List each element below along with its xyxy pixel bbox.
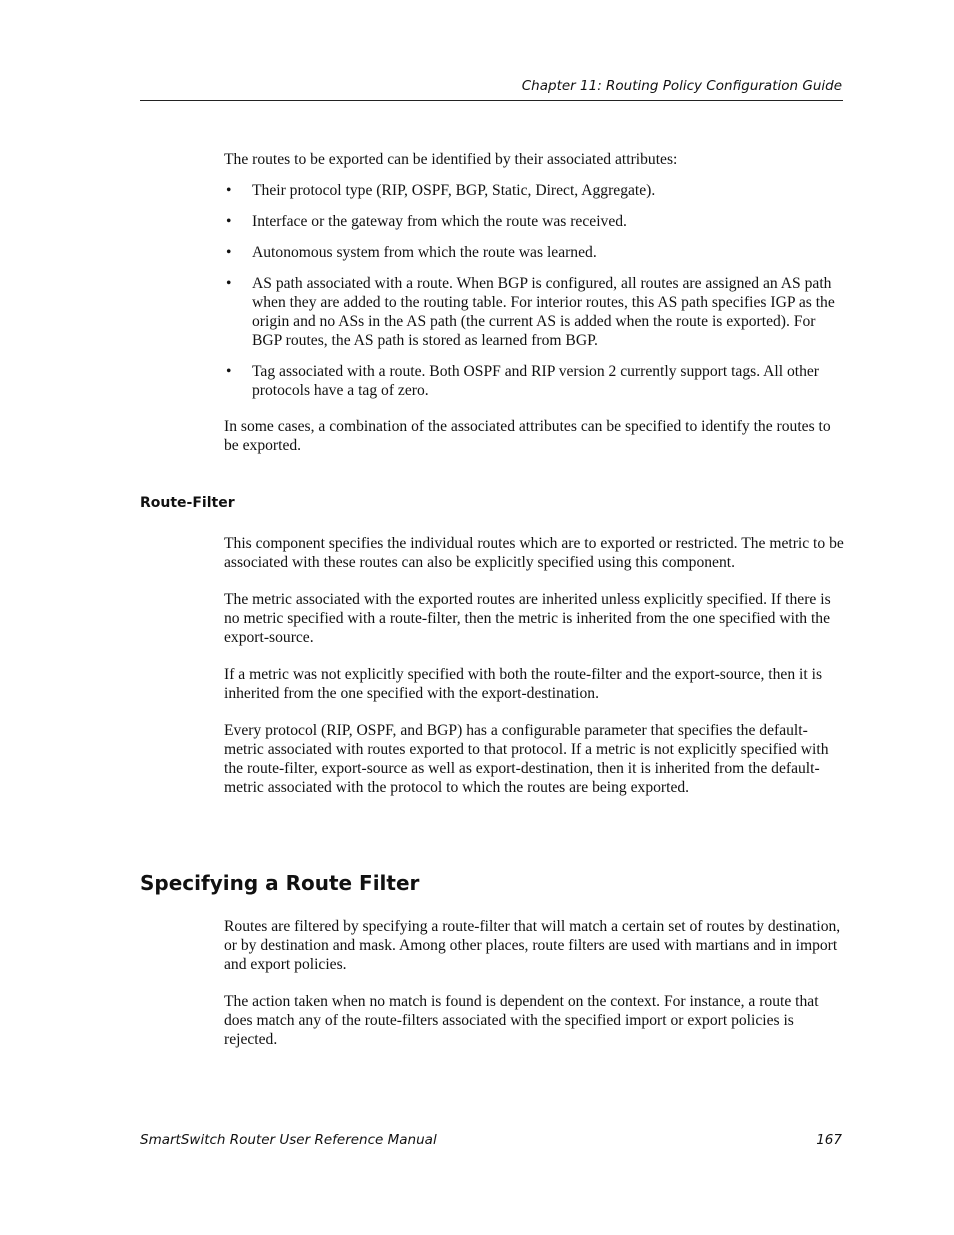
paragraph: This component specifies the individual routes which are to exported or restricted. The metric to be associated with these routes can also be explicitly specified using this component.	[224, 535, 844, 571]
list-item	[224, 181, 846, 200]
paragraph: Every protocol (RIP, OSPF, and BGP) has a configurable parameter that specifies the default-metric associated with routes exported to that protocol. If a metric is not explicitly specified with the route-filter, export-source as well as export-destination, then it is inherited from the default-metric associated with the protocol to which the routes are being exported.	[224, 722, 829, 796]
paragraph: The metric associated with the exported routes are inherited unless explicitly specified. If there is no metric specified with a route-filter, then the metric is inherited from the one specified with the export-source.	[224, 591, 831, 646]
running-footer-title: SmartSwitch Router User Reference Manual	[140, 1132, 437, 1148]
list-item-text: Tag associated with a route. Both OSPF and RIP version 2 currently support tags. All other protocols have a tag of zero.	[252, 363, 819, 399]
bullet-glyph: •	[226, 275, 232, 292]
list-item	[224, 212, 846, 231]
list-item-text: AS path associated with a route. When BGP is configured, all routes are assigned an AS path when they are added to the routing table. For interior routes, this AS path specifies IGP as the origin and no ASs in the AS path (the current AS is added when the route is exported). For BGP routes, the AS path is stored as learned from BGP.	[252, 275, 835, 349]
route-filter-section	[224, 534, 846, 797]
intro-closing: In some cases, a combination of the associated attributes can be specified to identify the routes to be exported.	[224, 418, 831, 454]
paragraph: If a metric was not explicitly specified with both the route-filter and the export-source, then it is inherited from the one specified with the export-destination.	[224, 666, 823, 702]
list-item	[224, 362, 846, 400]
list-item-text: Autonomous system from which the route was learned.	[252, 244, 597, 261]
bullet-glyph: •	[226, 244, 232, 261]
list-item-text: Their protocol type (RIP, OSPF, BGP, Static, Direct, Aggregate).	[252, 182, 656, 199]
intro-lead: The routes to be exported can be identified by their associated attributes:	[224, 151, 678, 168]
bullet-glyph: •	[226, 363, 232, 380]
specifying-heading: Specifying a Route Filter	[140, 871, 420, 895]
intro-section	[224, 150, 846, 455]
bullet-glyph: •	[226, 213, 232, 230]
paragraph: The action taken when no match is found is dependent on the context. For instance, a route that does match any of the route-filters associated with the specified import or export policies is rejected.	[224, 993, 819, 1048]
attribute-list	[224, 181, 846, 400]
bullet-glyph: •	[226, 182, 232, 199]
list-item	[224, 274, 846, 350]
header-rule	[140, 100, 843, 101]
running-header: Chapter 11: Routing Policy Configuration Guide	[521, 78, 842, 94]
page-number: 167	[816, 1132, 842, 1148]
list-item-text: Interface or the gateway from which the route was received.	[252, 213, 627, 230]
paragraph: Routes are filtered by specifying a route-filter that will match a certain set of routes by destination, or by destination and mask. Among other places, route filters are used with martians and in import and export policies.	[224, 918, 841, 973]
route-filter-heading: Route-Filter	[140, 495, 235, 511]
specifying-section	[224, 917, 846, 1049]
list-item	[224, 243, 846, 262]
